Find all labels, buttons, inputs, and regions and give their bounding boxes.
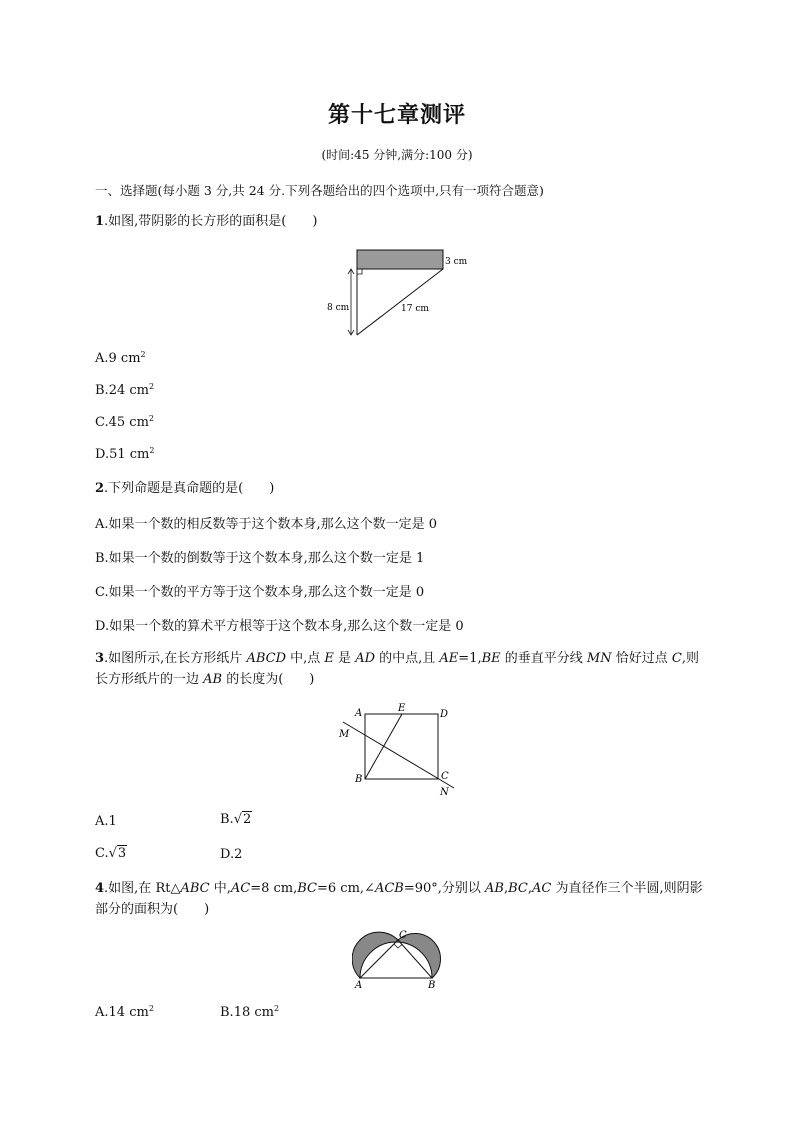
sqrt-symbol: √2	[233, 812, 252, 827]
math-var: BC	[297, 881, 318, 896]
option-prefix: B.	[220, 1005, 234, 1020]
text-run: 是	[333, 651, 356, 666]
q4-figure	[352, 928, 442, 990]
option-exponent: 2	[273, 1004, 280, 1013]
math-var: AE	[439, 651, 459, 666]
math-var: AD	[355, 651, 375, 666]
text-run: 的垂直平分线	[500, 651, 587, 666]
question-number: 4	[95, 881, 105, 896]
text-run: .如图,在 Rt△	[104, 881, 181, 896]
math-var: ABC	[180, 881, 210, 896]
q1-option-d[interactable]	[95, 447, 154, 462]
q1-option-b[interactable]	[95, 383, 154, 398]
text-run: =6 cm,∠	[317, 881, 375, 896]
math-var: E	[324, 651, 334, 666]
option-value: 14 cm	[108, 1005, 149, 1020]
text-run: ,	[504, 881, 509, 896]
q1-option-a[interactable]	[95, 351, 146, 366]
radicand: 3	[117, 846, 127, 861]
point-c-label: C	[399, 930, 407, 941]
text-run: 的中点,且	[375, 651, 440, 666]
text-run: 的长度为( )	[222, 672, 315, 687]
q1-figure	[320, 244, 480, 340]
q3-option-c[interactable]	[95, 846, 127, 861]
text-run: .如图所示,在长方形纸片	[104, 651, 247, 666]
text-run: ,则	[681, 651, 699, 666]
math-var: BE	[481, 651, 501, 666]
rectangle-abcd	[365, 714, 438, 779]
question-3-line-2	[95, 670, 314, 690]
question-text: .下列命题是真命题的是( )	[104, 481, 275, 496]
option-value: 51 cm	[109, 447, 150, 462]
question-number: 2	[95, 481, 105, 496]
right-angle-mark	[357, 269, 362, 274]
question-2	[95, 479, 274, 499]
label-3cm: 3 cm	[445, 257, 468, 267]
q2-option-c[interactable]: C.如果一个数的平方等于这个数本身,那么这个数一定是 0	[95, 585, 425, 600]
question-4	[95, 879, 703, 899]
option-prefix: C.	[95, 846, 109, 861]
option-exponent: 2	[140, 350, 146, 359]
q3-option-a[interactable]: A.1	[95, 814, 117, 829]
q2-option-a[interactable]: A.如果一个数的相反数等于这个数本身,那么这个数一定是 0	[95, 517, 438, 532]
point-e-label: E	[398, 703, 406, 714]
point-b-label: B	[355, 774, 363, 785]
math-var: AB	[203, 672, 223, 687]
option-exponent: 2	[148, 1004, 154, 1013]
point-a-label: A	[355, 980, 363, 990]
question-4-line-2: 部分的面积为( )	[95, 902, 210, 917]
radicand: 2	[242, 812, 252, 827]
math-var: ACB	[374, 881, 404, 896]
option-prefix: B.	[95, 383, 109, 398]
option-value: 9 cm	[108, 351, 141, 366]
q3-option-b[interactable]	[220, 812, 252, 827]
option-exponent: 2	[148, 382, 155, 391]
point-n-label: N	[440, 787, 449, 798]
option-prefix: D.	[95, 447, 110, 462]
point-c-label: C	[441, 771, 449, 782]
q3-figure	[330, 700, 465, 800]
option-exponent: 2	[149, 446, 155, 455]
label-8cm: 8 cm	[327, 303, 350, 313]
text-run: ,	[527, 881, 533, 896]
option-prefix: C.	[95, 415, 109, 430]
math-var: ABCD	[246, 651, 287, 666]
text-run: =8 cm,	[250, 881, 298, 896]
text-run: =1,	[458, 651, 482, 666]
question-3	[95, 649, 699, 669]
exam-info: (时间:45 分钟,满分:100 分)	[321, 148, 473, 162]
math-var: AC	[532, 881, 552, 896]
q2-option-d[interactable]: D.如果一个数的算术平方根等于这个数本身,那么这个数一定是 0	[95, 619, 464, 634]
math-var: AC	[230, 881, 251, 896]
point-d-label: D	[440, 709, 449, 720]
math-var: BC	[508, 881, 528, 896]
math-var: AB	[485, 881, 504, 896]
question-number: 3	[95, 651, 105, 666]
option-value: 45 cm	[108, 415, 149, 430]
q4-option-b[interactable]	[220, 1005, 279, 1020]
question-number: 1	[95, 214, 105, 229]
q1-option-c[interactable]	[95, 415, 154, 430]
text-run: =90°,分别以	[403, 881, 486, 896]
option-value: 24 cm	[108, 383, 149, 398]
sqrt-symbol: √3	[108, 846, 127, 861]
point-b-label: B	[428, 980, 436, 990]
hypotenuse	[357, 269, 443, 335]
text-run: 长方形纸片的一边	[95, 672, 204, 687]
option-prefix: B.	[220, 812, 234, 827]
math-var: MN	[586, 651, 612, 666]
text-run: 为直径作三个半圆,则阴影	[551, 881, 703, 896]
option-prefix: A.	[95, 351, 109, 366]
q2-option-b[interactable]: B.如果一个数的倒数等于这个数本身,那么这个数一定是 1	[95, 551, 425, 566]
text-run: 恰好过点	[611, 651, 672, 666]
math-var: C	[671, 651, 682, 666]
option-value: 18 cm	[233, 1005, 274, 1020]
text-run: 中,点	[286, 651, 325, 666]
question-text: .如图,带阴影的长方形的面积是( )	[104, 214, 318, 229]
q3-option-d[interactable]: D.2	[220, 847, 243, 862]
shaded-rectangle	[357, 250, 443, 269]
q4-option-a[interactable]	[95, 1005, 154, 1020]
point-a-label: A	[355, 708, 363, 719]
text-run: 中,	[209, 881, 231, 896]
label-17cm: 17 cm	[401, 304, 429, 314]
option-prefix: A.	[95, 1005, 109, 1020]
section-heading: 一、选择题(每小题 3 分,共 24 分.下列各题给出的四个选项中,只有一项符合题意)	[95, 183, 544, 198]
question-1	[95, 212, 317, 232]
option-exponent: 2	[148, 414, 155, 423]
page-title: 第十七章测评	[327, 102, 466, 128]
point-m-label: M	[339, 729, 350, 740]
